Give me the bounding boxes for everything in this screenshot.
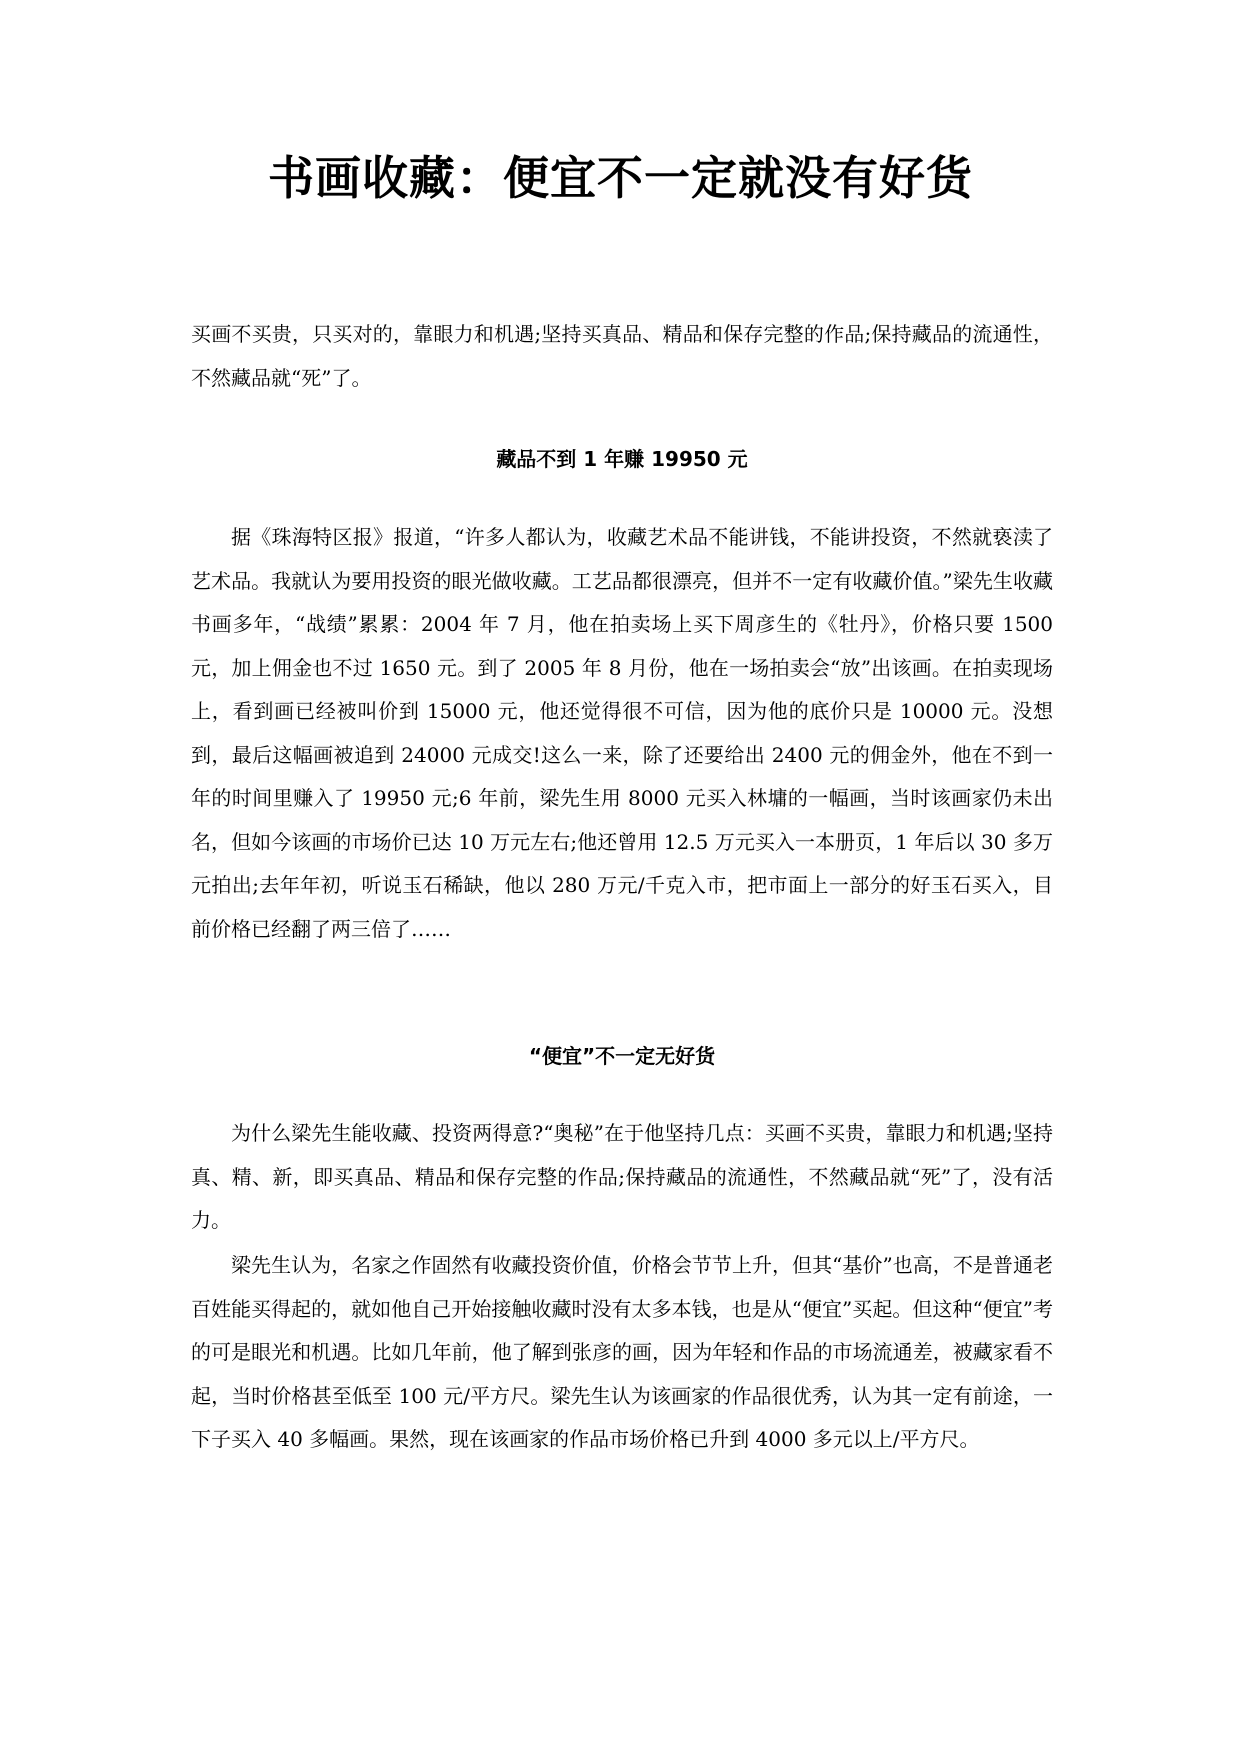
paragraph: 据《珠海特区报》报道，“许多人都认为，收藏艺术品不能讲钱，不能讲投资，不然就亵渎了艺术品。我就认为要用投资的眼光做收藏。工艺品都很漂亮，但并不一定有收藏价值。”梁先生收藏书画多年，“战绩”累累：2004 年 7 月，他在拍卖场上买下周彦生的《牡丹》，价格只要 1500 元，加上佣金也不过 1650 元。到了 2005 年 8 月份，他在一场拍卖会“放”出该画。在拍卖现场上，看到画已经被叫价到 15000 元，他还觉得很不可信，因为他的底价只是 10000 元。没想到，最后这幅画被追到 24000 元成交!这么一来，除了还要给出 2400 元的佣金外，他在不到一年的时间里赚入了 19950 元;6 年前，梁先生用 8000 元买入林墉的一幅画，当时该画家仍未出名，但如今该画的市场价已达 10 万元左右;他还曾用 12.5 万元买入一本册页，1 年后以 30 多万元拍出;去年年初，听说玉石稀缺，他以 280 万元/千克入市，把市面上一部分的好玉石买入，目前价格已经翻了两三倍了…… — [191, 525, 1053, 941]
section-cheap-goods-body-2 — [191, 1244, 1053, 1462]
document-title: 书画收藏：便宜不一定就没有好货 — [268, 151, 973, 205]
section-heading-cheap-goods: “便宜”不一定无好货 — [528, 1044, 716, 1068]
paragraph: 为什么梁先生能收藏、投资两得意?“奥秘”在于他坚持几点：买画不买贵，靠眼力和机遇;坚持真、精、新，即买真品、精品和保存完整的作品;保持藏品的流通性，不然藏品就“死”了，没有活力。 — [191, 1121, 1053, 1232]
section-heading-profit: 藏品不到 1 年赚 19950 元 — [496, 447, 748, 471]
lead-paragraph — [191, 313, 1053, 400]
section-profit-body — [191, 516, 1053, 951]
lead-text: 买画不买贵，只买对的，靠眼力和机遇;坚持买真品、精品和保存完整的作品;保持藏品的流通性，不然藏品就“死”了。 — [191, 322, 1053, 390]
paragraph: 梁先生认为，名家之作固然有收藏投资价值，价格会节节上升，但其“基价”也高，不是普通老百姓能买得起的，就如他自己开始接触收藏时没有太多本钱，也是从“便宜”买起。但这种“便宜”考的可是眼光和机遇。比如几年前，他了解到张彦的画，因为年轻和作品的市场流通差，被藏家看不起，当时价格甚至低至 100 元/平方尺。梁先生认为该画家的作品很优秀，认为其一定有前途，一下子买入 40 多幅画。果然，现在该画家的作品市场价格已升到 4000 多元以上/平方尺。 — [191, 1253, 1053, 1451]
section-cheap-goods-body-1 — [191, 1112, 1053, 1243]
